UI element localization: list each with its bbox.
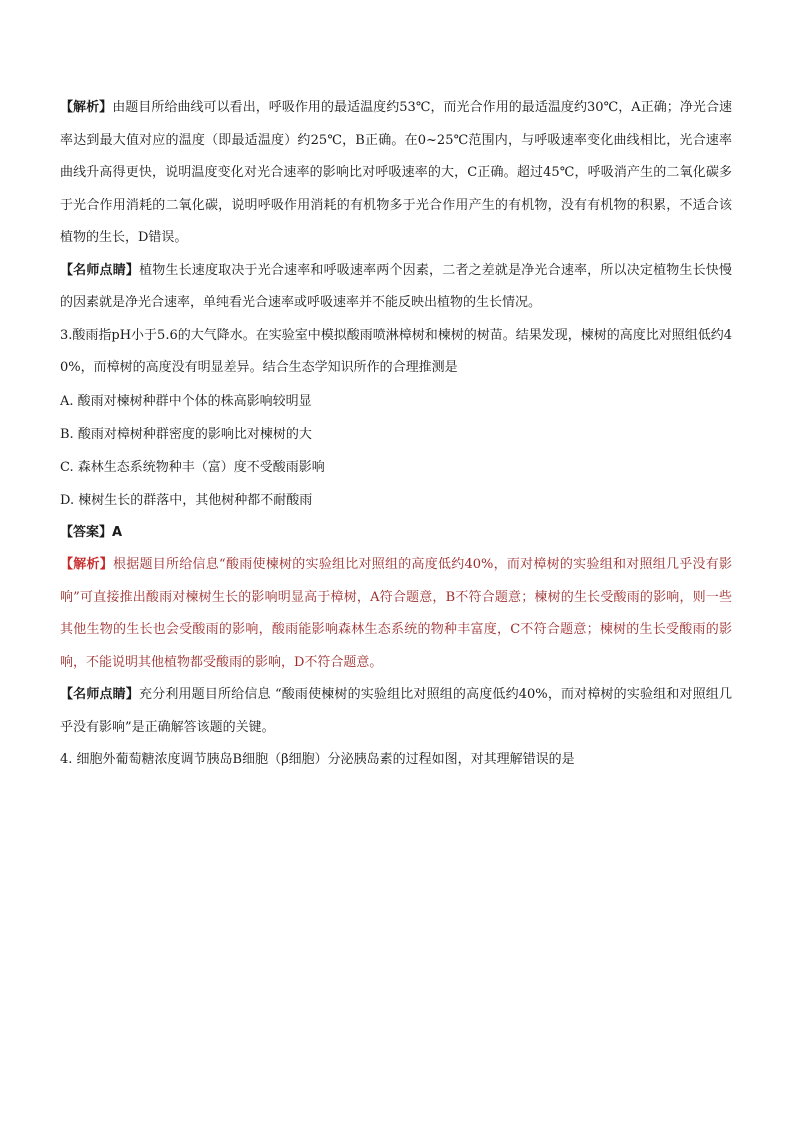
question-3-option-a: A. 酸雨对楝树种群中个体的株高影响较明显 [60,393,312,409]
analysis-tag: 【解析】 [60,557,114,572]
answer-value: A [112,524,123,540]
answer-tag: 【答案】 [60,524,113,540]
question-3-stem: 3.酸雨指pH小于5.6的大气降水。在实验室中模拟酸雨喷淋樟树和楝树的树苗。结果发现，楝树的高度比对照组低约40%，而樟树的高度没有明显差异。结合生态学知识所作的合理推测是 [60,327,733,375]
analysis-text: 根据题目所给信息“酸雨使楝树的实验组比对照组的高度低约40%，而对樟树的实验组和对照组几乎没有影响”可直接推出酸雨对楝树生长的影响明显高于樟树，A符合题意，B不符合题意；楝树的生长受酸雨的影响，则一些其他生物的生长也会受酸雨的影响，酸雨能影响森林生态系统的物种丰富度，C不符合题意；楝树的生长受酸雨的影响，不能说明其他植物都受酸雨的影响，D不符合题意。 [60,557,732,670]
teacher-tip-tag: 【名师点睛】 [60,262,140,278]
teacher-tip-paragraph-1 [60,255,732,320]
analysis-paragraph-1 [60,92,732,255]
teacher-tip-paragraph-2 [60,679,732,744]
analysis-text: 由题目所给曲线可以看出，呼吸作用的最适温度约53℃，而光合作用的最适温度约30℃，A正确；净光合速率达到最大值对应的温度（即最适温度）约25℃，B正确。在0~25℃范围内，与呼吸速率变化曲线相比，光合速率曲线升高得更快，说明温度变化对光合速率的影响比对呼吸速率的大，C正确。超过45℃，呼吸消产生的二氧化碳多于光合作用消耗的二氧化碳，说明呼吸作用消耗的有机物多于光合作用产生的有机物，没有有机物的积累，不适合该植物的生长，D错误。 [60,100,732,245]
document-page [60,92,732,777]
analysis-tag: 【解析】 [60,100,113,115]
teacher-tip-tag: 【名师点睛】 [60,687,139,702]
question-3-option-c: C. 森林生态系统物种丰（富）度不受酸雨影响 [60,459,325,475]
teacher-tip-text: 充分利用题目所给信息 “酸雨使楝树的实验组比对照组的高度低约40%，而对樟树的实验组和对照组几乎没有影响”是正确解答该题的关键。 [60,687,732,735]
analysis-paragraph-2 [60,549,732,679]
question-4-stem: 4. 细胞外葡萄糖浓度调节胰岛B细胞（β细胞）分泌胰岛素的过程如图，对其理解错误的是 [60,752,575,767]
question-3-option-b: B. 酸雨对樟树种群密度的影响比对楝树的大 [60,426,312,442]
question-3-option-d: D. 楝树生长的群落中，其他树种都不耐酸雨 [60,492,313,508]
teacher-tip-text: 植物生长速度取决于光合速率和呼吸速率两个因素，二者之差就是净光合速率，所以决定植物生长快慢的因素就是净光合速率，单纯看光合速率或呼吸速率并不能反映出植物的生长情况。 [60,262,732,310]
answer-paragraph [60,517,732,550]
